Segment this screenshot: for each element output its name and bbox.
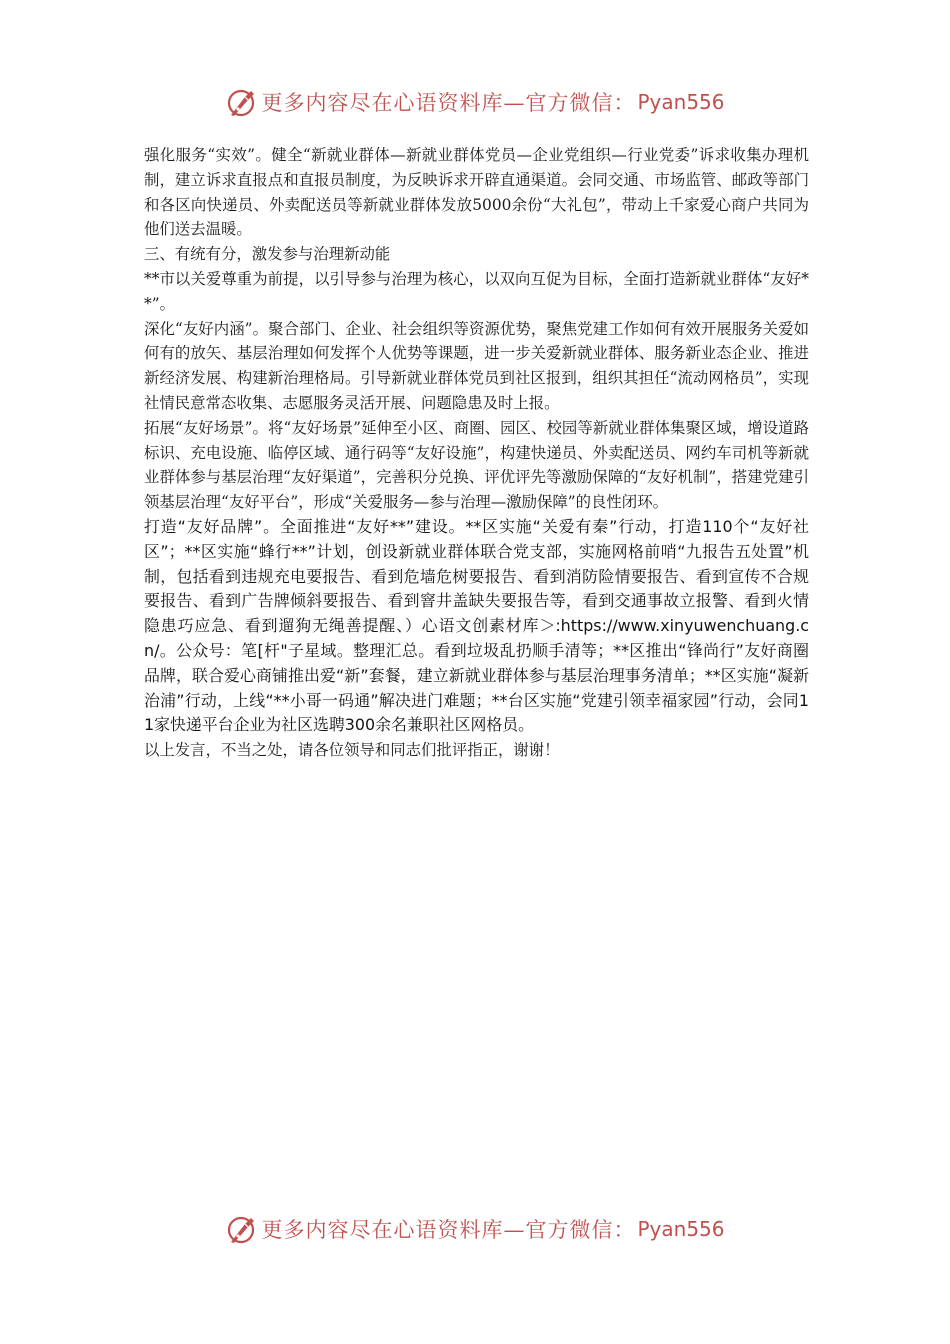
- document-body: [144, 143, 809, 763]
- banner-text: 更多内容尽在心语资料库—官方微信：: [261, 91, 636, 115]
- paragraph-build-brand: 打造“友好品牌”。全面推进“友好**”建设。**区实施“关爱有秦”行动，打造110个“友好社区”；**区实施“蜂行**”计划，创设新就业群体联合党支部，实施网格前哨“九报告五处置”机制，包括看到违规充电要报告、看到危墙危树要报告、看到消防险情要报告、看到宣传不合规要报告、看到广告牌倾斜要报告、看到窨井盖缺失要报告等，看到交通事故立报警、看到火情隐患巧应急、看到遛狗无绳善提醒、）心语文创素材库＞:https://www.xinyuwenchuang.cn/。公众号：笔[杆"子星域。整理汇总。看到垃圾乱扔顺手清等；**区推出“锋尚行”友好商圈品牌，联合爱心商铺推出爱“新”套餐，建立新就业群体参与基层治理事务清单；**区实施“凝新治浦”行动，上线“**小哥一码通”解决进门难题；**台区实施“党建引领幸福家园”行动，会同11家快递平台企业为社区选聘300余名兼职社区网格员。: [144, 516, 809, 735]
- pen-nib-logo-icon: [225, 1212, 259, 1246]
- paragraph-deepen-connotation: 深化“友好内涵”。聚合部门、企业、社会组织等资源优势，聚焦党建工作如何有效开展服务关爱如何有的放矢、基层治理如何发挥个人优势等课题，进一步关爱新就业群体、服务新业态企业、推进新经济发展、构建新治理格局。引导新就业群体党员到社区报到，组织其担任“流动网格员”，实现社情民意常态收集、志愿服务灵活开展、问题隐患及时上报。: [144, 319, 809, 412]
- banner-wechat-handle: Pyan556: [637, 1217, 725, 1241]
- section-heading-three: 三、有统有分，激发参与治理新动能: [144, 245, 391, 264]
- pen-nib-logo-icon: [225, 85, 259, 119]
- header-banner: [0, 80, 950, 124]
- paragraph-closing: 以上发言，不当之处，请各位领导和同志们批评指正，谢谢！: [144, 741, 560, 760]
- footer-banner: [0, 1207, 950, 1251]
- paragraph-expand-scenes: 拓展“友好场景”。将“友好场景”延伸至小区、商圈、园区、校园等新就业群体集聚区域，增设道路标识、充电设施、临停区域、通行码等“友好设施”，构建快递员、外卖配送员、网约车司机等新就业群体参与基层治理“友好渠道”，完善积分兑换、评优评先等激励保障的“友好机制”，搭建党建引领基层治理“友好平台”，形成“关爱服务—参与治理—激励保障”的良性闭环。: [144, 418, 809, 512]
- paragraph-service-effectiveness: 强化服务“实效”。健全“新就业群体—新就业群体党员—企业党组织—行业党委”诉求收集办理机制，建立诉求直报点和直报员制度，为反映诉求开辟直通渠道。会同交通、市场监管、邮政等部门和各区向快递员、外卖配送员等新就业群体发放5000余份“大礼包”，带动上千家爱心商户共同为他们送去温暖。: [144, 146, 809, 239]
- banner-wechat-handle: Pyan556: [637, 90, 725, 114]
- banner-text: 更多内容尽在心语资料库—官方微信：: [261, 1218, 636, 1242]
- paragraph-city-intro: **市以关爱尊重为前提，以引导参与治理为核心，以双向互促为目标，全面打造新就业群体“友好**”。: [144, 269, 809, 313]
